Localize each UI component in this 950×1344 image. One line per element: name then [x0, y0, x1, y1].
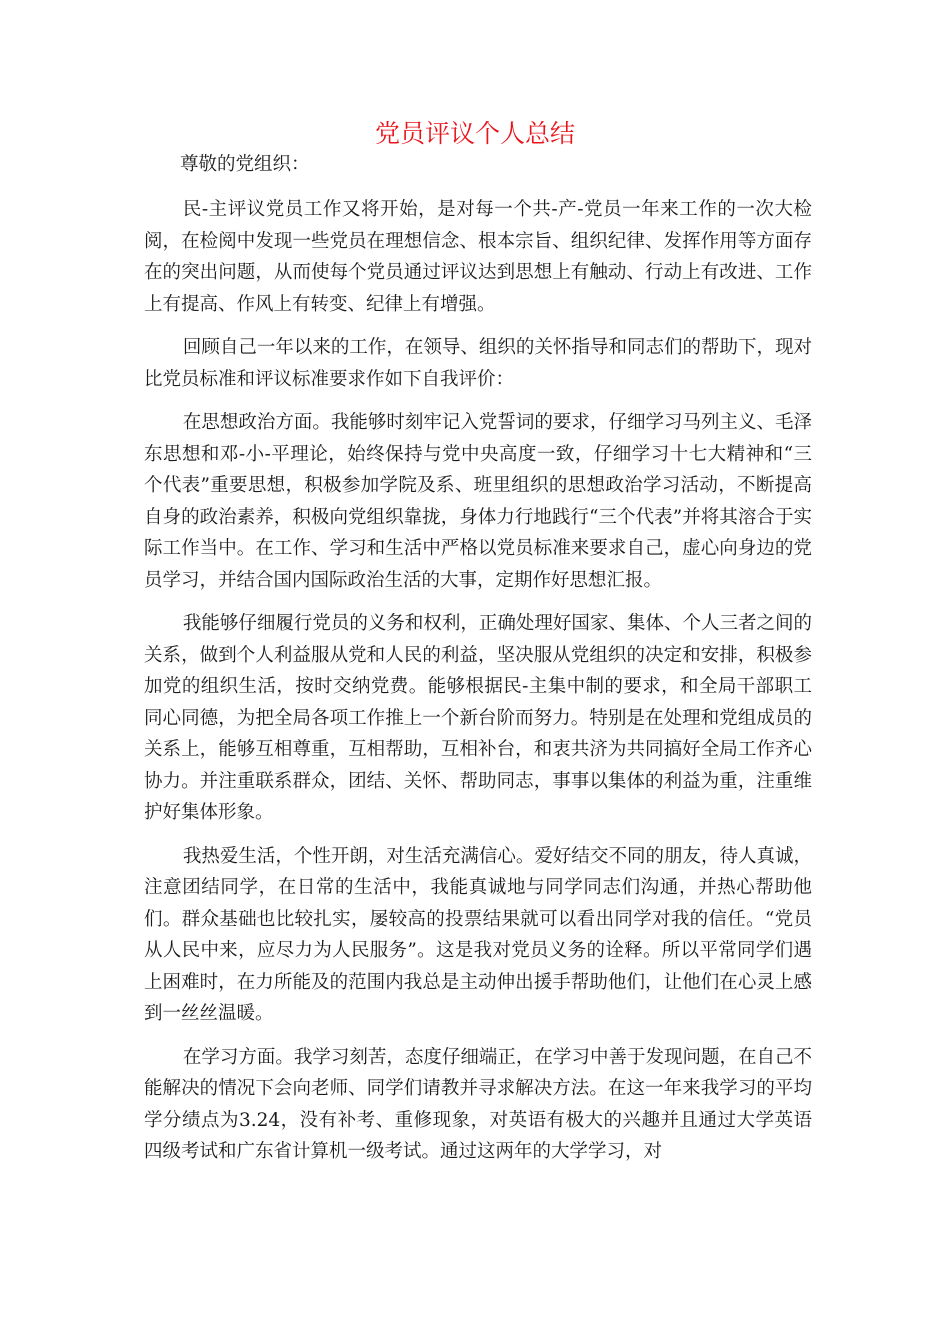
paragraph-study: 在学习方面。我学习刻苦，态度仔细端正，在学习中善于发现问题，在自己不能解决的情况下会向老师、同学们请教并寻求解决方法。在这一年来我学习的平均学分绩点为3.24，没有补考、重修现象，对英语有极大的兴趣并且通过大学英语四级考试和广东省计算机一级考试。通过这两年的大学学习，对: [144, 1046, 812, 1162]
document-body: [144, 194, 812, 1180]
paragraph-review: 回顾自己一年以来的工作，在领导、组织的关怀指导和同志们的帮助下，现对比党员标准和评议标准要求作如下自我评价：: [144, 337, 812, 390]
paragraph-political: 在思想政治方面。我能够时刻牢记入党誓词的要求，仔细学习马列主义、毛泽东思想和邓-小-平理论，始终保持与党中央高度一致，仔细学习十七大精神和“三个代表”重要思想，积极参加学院及系、班里组织的思想政治学习活动，不断提高自身的政治素养，积极向党组织靠拢，身体力行地践行“三个代表”并将其溶合于实际工作当中。在工作、学习和生活中严格以党员标准来要求自己，虚心向身边的党员学习，并结合国内国际政治生活的大事，定期作好思想汇报。: [144, 412, 812, 591]
paragraph-duties: 我能够仔细履行党员的义务和权利，正确处理好国家、集体、个人三者之间的关系，做到个人利益服从党和人民的利益，坚决服从党组织的决定和安排，积极参加党的组织生活，按时交纳党费。能够根据民-主集中制的要求，和全局干部职工同心同德，为把全局各项工作推上一个新台阶而努力。特别是在处理和党组成员的关系上，能够互相尊重，互相帮助，互相补台，和衷共济为共同搞好全局工作齐心协力。并注重联系群众，团结、关怀、帮助同志，事事以集体的利益为重，注重维护好集体形象。: [144, 613, 812, 823]
document-title: 党员评议个人总结: [374, 119, 575, 148]
paragraph-intro: 民-主评议党员工作又将开始，是对每一个共-产-党员一年来工作的一次大检阅，在检阅中发现一些党员在理想信念、根本宗旨、组织纪律、发挥作用等方面存在的突出问题，从而使每个党员通过评议达到思想上有触动、行动上有改进、工作上有提高、作风上有转变、纪律上有增强。: [144, 199, 812, 315]
paragraph-life: 我热爱生活，个性开朗，对生活充满信心。爱好结交不同的朋友，待人真诚，注意团结同学，在日常的生活中，我能真诚地与同学同志们沟通，并热心帮助他们。群众基础也比较扎实，屡较高的投票结果就可以看出同学对我的信任。“党员从人民中来，应尽力为人民服务”。这是我对党员义务的诠释。所以平常同学们遇上困难时，在力所能及的范围内我总是主动伸出援手帮助他们，让他们在心灵上感到一丝丝温暖。: [144, 845, 812, 1024]
salutation: 尊敬的党组织：: [180, 154, 310, 175]
